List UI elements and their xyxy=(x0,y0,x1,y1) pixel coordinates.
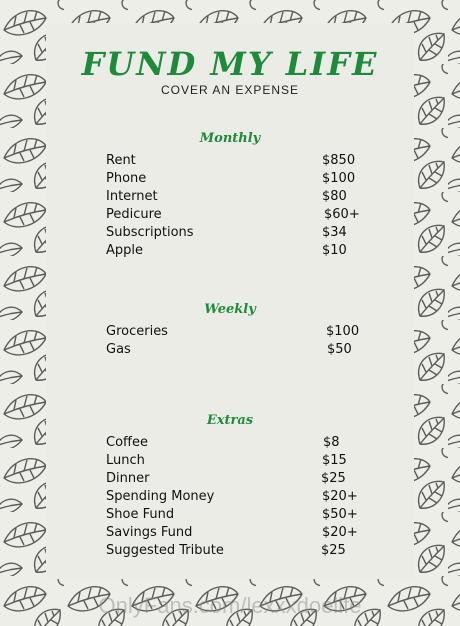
item-amount: $25 xyxy=(321,543,346,558)
item-amount: $34 xyxy=(322,225,347,240)
item-label: Lunch xyxy=(106,453,145,468)
list-item xyxy=(106,489,366,507)
page-subtitle: COVER AN EXPENSE xyxy=(160,83,300,97)
item-label: Apple xyxy=(106,243,144,258)
list-item xyxy=(106,189,366,207)
item-amount: $8 xyxy=(323,435,340,450)
item-amount: $60+ xyxy=(324,207,360,222)
item-amount: $50+ xyxy=(322,507,358,522)
item-label: Subscriptions xyxy=(106,225,194,240)
list-item xyxy=(106,243,366,261)
item-label: Gas xyxy=(106,342,131,357)
item-amount: $25 xyxy=(321,471,346,486)
list-item xyxy=(106,435,366,453)
watermark: OnlyFans.com/lexxxdoelife xyxy=(98,593,362,618)
item-amount: $15 xyxy=(322,453,347,468)
item-label: Dinner xyxy=(106,471,150,486)
list-item xyxy=(106,453,366,471)
item-amount: $850 xyxy=(322,153,356,168)
list-item xyxy=(106,324,366,342)
item-label: Groceries xyxy=(106,324,168,339)
item-amount: $10 xyxy=(322,243,347,258)
item-label: Rent xyxy=(106,153,136,168)
item-label: Shoe Fund xyxy=(106,507,175,522)
list-item xyxy=(106,225,366,243)
item-label: Spending Money xyxy=(106,489,215,504)
page-title: FUND MY LIFE xyxy=(81,45,379,83)
item-amount: $100 xyxy=(322,171,356,186)
menu-card xyxy=(46,23,414,579)
list-item xyxy=(106,171,366,189)
list-item xyxy=(106,471,366,489)
item-label: Savings Fund xyxy=(106,525,193,540)
section-heading-monthly: Monthly xyxy=(199,131,261,146)
item-label: Phone xyxy=(106,171,147,186)
item-label: Internet xyxy=(106,189,158,204)
item-amount: $20+ xyxy=(322,525,358,540)
list-item xyxy=(106,207,366,225)
list-item xyxy=(106,543,366,561)
item-label: Suggested Tribute xyxy=(106,543,224,558)
section-heading-extras: Extras xyxy=(206,413,254,428)
item-label: Pedicure xyxy=(106,207,162,222)
item-amount: $20+ xyxy=(322,489,358,504)
list-item xyxy=(106,507,366,525)
section-heading-weekly: Weekly xyxy=(204,302,256,317)
item-label: Coffee xyxy=(106,435,148,450)
item-amount: $80 xyxy=(322,189,347,204)
list-item xyxy=(106,153,366,171)
list-item xyxy=(106,525,366,543)
list-item xyxy=(106,342,366,360)
item-amount: $50 xyxy=(327,342,352,357)
item-amount: $100 xyxy=(326,324,360,339)
